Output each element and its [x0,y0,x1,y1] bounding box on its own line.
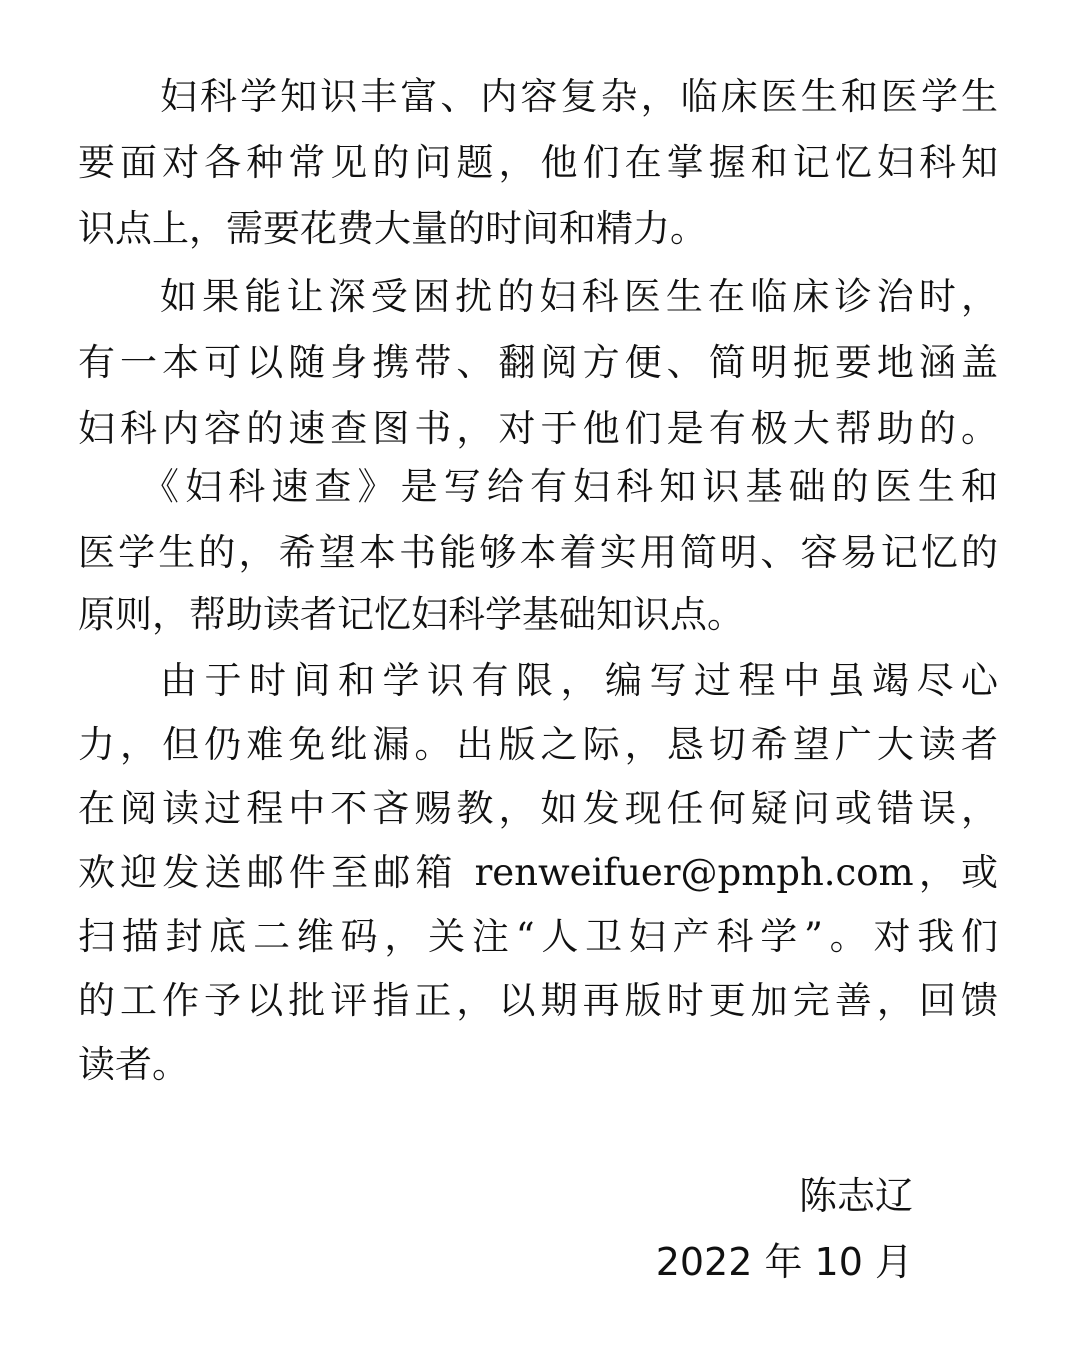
paragraph-4-line-3: 在阅读过程中不吝赐教，如发现任何疑问或错误， [78,787,998,830]
paragraph-4-line-7: 读者。 [78,1043,189,1086]
paragraph-4-line-1: 由于时间和学识有限，编写过程中虽竭尽心 [160,659,998,702]
paragraph-3-line-3: 原则，帮助读者记忆妇科学基础知识点。 [78,593,744,636]
signature-date: 2022 年 10 月 [655,1240,913,1284]
paragraph-4-line-4: 欢迎发送邮件至邮箱 renweifuer@pmph.com，或 [78,851,998,894]
paragraph-1-line-3: 识点上，需要花费大量的时间和精力。 [78,207,707,250]
paragraph-2-line-3: 妇科内容的速查图书，对于他们是有极大帮助的。 [78,407,998,450]
paragraph-1-line-2: 要面对各种常见的问题，他们在掌握和记忆妇科知 [78,141,998,184]
paragraph-2-line-1: 如果能让深受困扰的妇科医生在临床诊治时， [160,275,998,318]
paragraph-1-line-1: 妇科学知识丰富、内容复杂，临床医生和医学生 [160,75,998,118]
author-name: 陈志辽 [798,1174,913,1218]
paragraph-4-line-2: 力，但仍难免纰漏。出版之际，恳切希望广大读者 [78,723,998,766]
paragraph-3-line-2: 医学生的，希望本书能够本着实用简明、容易记忆的 [78,531,998,574]
paragraph-4-line-5: 扫描封底二维码，关注“人卫妇产科学”。对我们 [78,915,998,958]
paragraph-3-line-1: 《妇科速查》是写给有妇科知识基础的医生和 [142,465,998,508]
paragraph-2-line-2: 有一本可以随身携带、翻阅方便、简明扼要地涵盖 [78,341,998,384]
paragraph-4-line-6: 的工作予以批评指正，以期再版时更加完善，回馈 [78,979,998,1022]
